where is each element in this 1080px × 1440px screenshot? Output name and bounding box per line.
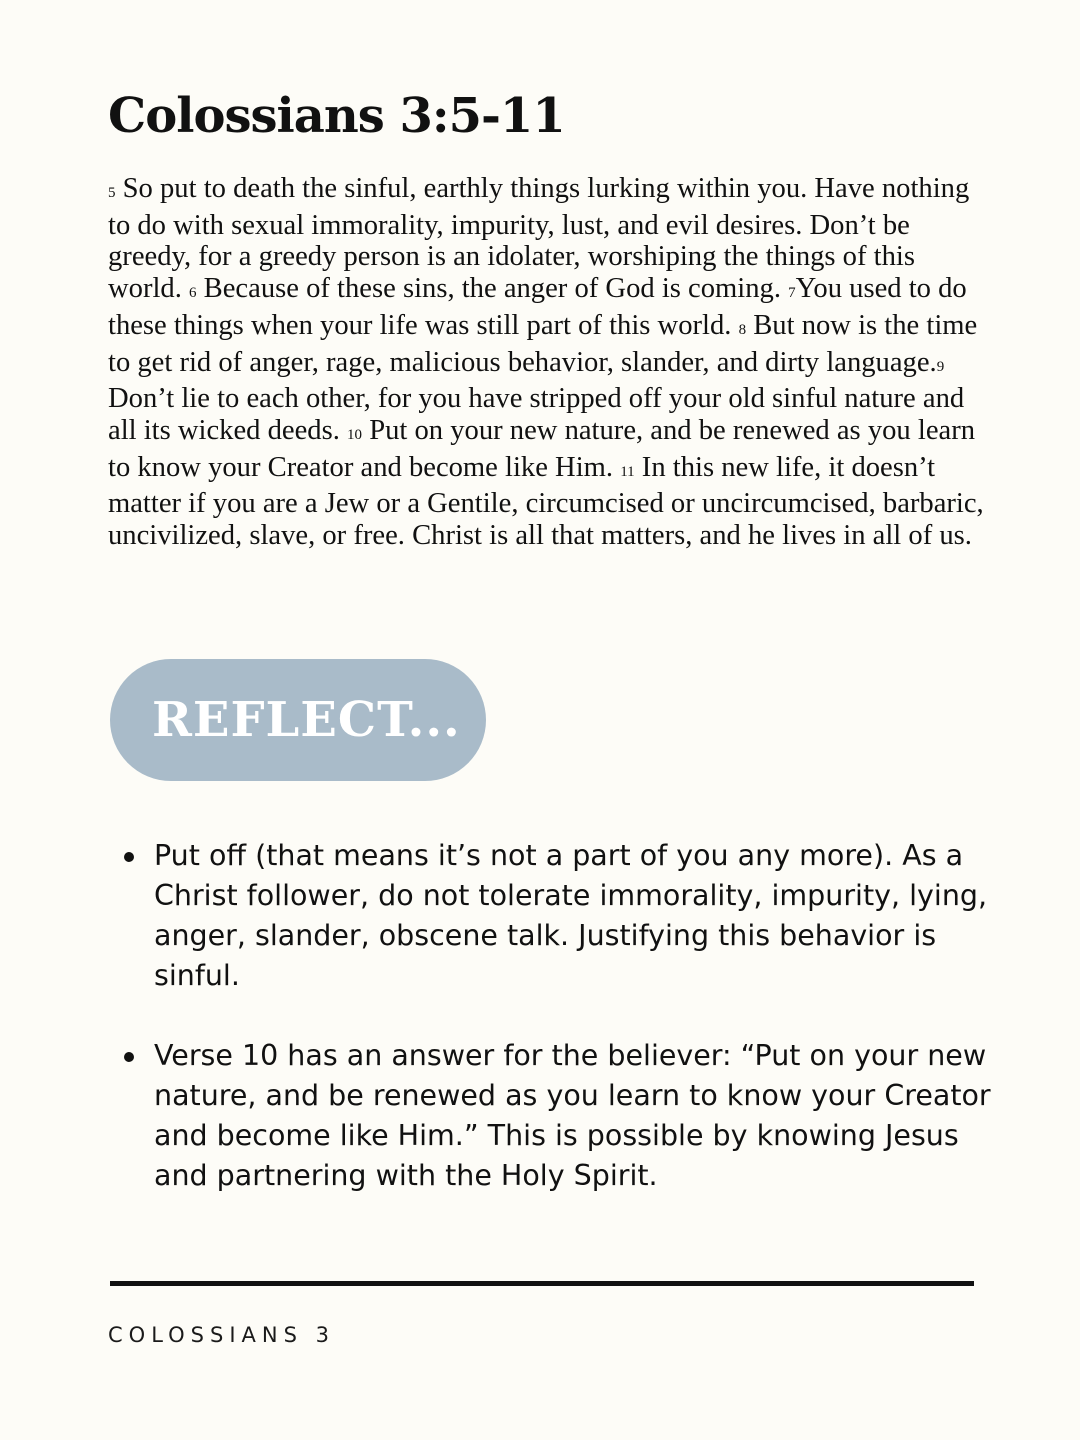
verse-text: Don’t lie to each other, for you have stripped off your old sinful nature and all its wicked deeds.	[108, 383, 965, 446]
verse-text: Put on your new nature, and be renewed as you learn to know your Creator and become like Him.	[108, 414, 976, 483]
list-item: Verse 10 has an answer for the believer: “Put on your new nature, and be renewed as you learn to know your Creator and become like Him.” This is possible by knowing Jesus and partnering with the Holy Spirit.	[154, 1036, 1004, 1196]
verse-number: 10	[347, 426, 363, 443]
verse-number: 8	[738, 321, 747, 338]
verse-text: In this new life, it doesn’t matter if you are a Jew or a Gentile, circumcised or uncircumcised, barbaric, uncivilized, slave, or free. Christ is all that matters, and he lives in all of us.	[108, 451, 984, 552]
list-item: Put off (that means it’s not a part of you any more). As a Christ follower, do not tolerate immorality, impurity, lying, anger, slander, obscene talk. Justifying this behavior is sinful.	[154, 836, 1004, 996]
verse-text: But now is the time to get rid of anger, rage, malicious behavior, slander, and dirty language.	[108, 309, 978, 378]
reflect-label: REFLECT...	[152, 692, 461, 748]
reflect-badge	[110, 659, 486, 781]
divider	[110, 1281, 974, 1286]
footer-label: COLOSSIANS 3	[108, 1323, 335, 1347]
verse-number: 6	[189, 285, 197, 302]
verse-number: 11	[620, 463, 635, 480]
page-title: Colossians 3:5-11	[108, 88, 565, 144]
verse-text: You used to do these things when your life was still part of this world.	[108, 273, 967, 341]
verse-text: So put to death the sinful, earthly things lurking within you. Have nothing to do with sexual immorality, impurity, lust, and evil desires. Don’t be greedy, for a greedy person is an idolater, worshiping the things of this world.	[108, 173, 970, 305]
reflection-list	[154, 836, 1004, 1236]
verse-text: Because of these sins, the anger of God is coming.	[203, 273, 781, 305]
verse-number: 9	[936, 358, 945, 375]
verse-number: 5	[108, 185, 116, 201]
scripture-passage	[108, 173, 988, 552]
verse-number: 7	[788, 285, 796, 302]
